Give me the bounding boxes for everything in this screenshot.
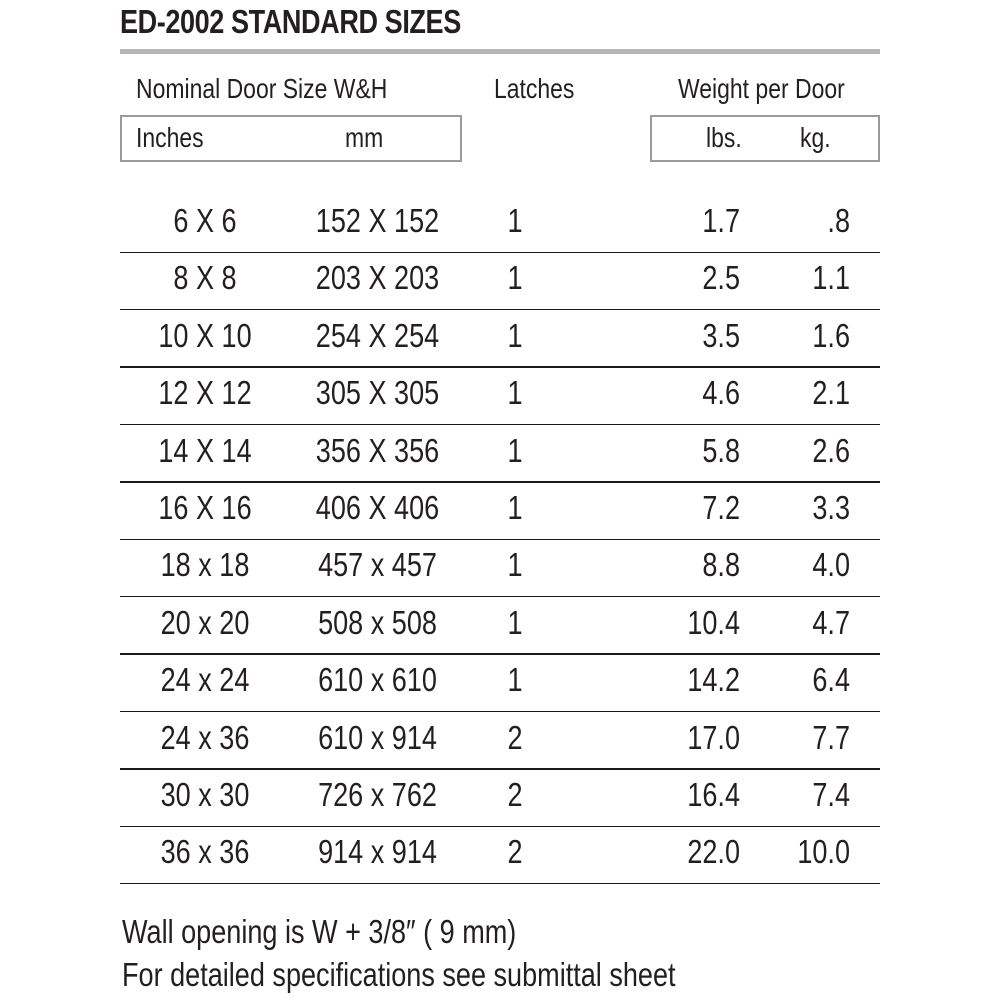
weight-kg: 7.7	[812, 718, 850, 756]
size-inches: 36 x 36	[160, 833, 250, 871]
size-inches: 30 x 30	[160, 776, 250, 813]
weight-lbs: 14.2	[687, 661, 740, 699]
latches-count: 1	[507, 374, 523, 412]
weight-kg: 1.6	[812, 316, 850, 354]
size-inches: 8 X 8	[173, 259, 237, 297]
size-inches: 14 X 14	[158, 431, 252, 469]
latches-count: 1	[507, 316, 523, 354]
row-divider	[120, 883, 880, 885]
latches-count: 1	[507, 202, 523, 239]
weight-kg: 4.7	[812, 603, 850, 641]
weight-kg: 2.6	[812, 431, 850, 469]
latches-count: 2	[507, 833, 523, 871]
weight-kg: 1.1	[812, 259, 850, 297]
header-mm: mm	[345, 122, 384, 153]
size-mm: 508 x 508	[318, 603, 437, 641]
table-row	[120, 826, 880, 884]
latches-count: 2	[507, 776, 523, 813]
latches-count: 1	[507, 431, 523, 469]
wall-opening-note: Wall opening is W + 3/8″ ( 9 mm)	[122, 913, 517, 950]
size-inches: 10 X 10	[158, 316, 252, 354]
table-row	[120, 482, 880, 540]
table-row	[120, 539, 880, 597]
weight-lbs: 8.8	[702, 546, 740, 584]
table-row	[120, 597, 880, 655]
size-mm: 152 X 152	[315, 202, 440, 239]
weight-lbs: 2.5	[702, 259, 740, 297]
header-latches: Latches	[494, 73, 575, 104]
header-inches: Inches	[136, 122, 204, 153]
weight-lbs: 10.4	[687, 603, 740, 641]
weight-kg: .8	[827, 202, 850, 239]
weight-lbs: 17.0	[687, 718, 740, 756]
header-nominal-size: Nominal Door Size W&H	[136, 73, 388, 104]
size-mm: 356 X 356	[315, 431, 440, 469]
latches-count: 1	[507, 489, 523, 526]
header-lbs: lbs.	[706, 122, 742, 153]
table-row	[120, 310, 880, 368]
latches-count: 2	[507, 718, 523, 756]
weight-lbs: 3.5	[702, 316, 740, 354]
size-mm: 914 x 914	[318, 833, 437, 871]
table-row	[120, 367, 880, 425]
table-row	[120, 252, 880, 310]
header-kg: kg.	[800, 122, 831, 153]
size-inches: 12 X 12	[158, 374, 252, 412]
size-inches: 6 X 6	[173, 202, 237, 239]
size-mm: 203 X 203	[315, 259, 440, 297]
weight-kg: 3.3	[812, 489, 850, 526]
latches-count: 1	[507, 661, 523, 699]
weight-kg: 7.4	[812, 776, 850, 813]
size-mm: 610 x 610	[318, 661, 437, 699]
table-row	[120, 654, 880, 712]
latches-count: 1	[507, 259, 523, 297]
weight-lbs: 5.8	[702, 431, 740, 469]
weight-lbs: 7.2	[702, 489, 740, 526]
weight-lbs: 22.0	[687, 833, 740, 871]
size-mm: 726 x 762	[318, 776, 437, 813]
weight-kg: 4.0	[812, 546, 850, 584]
size-inches: 16 X 16	[158, 489, 252, 526]
latches-count: 1	[507, 603, 523, 641]
size-inches: 18 x 18	[160, 546, 250, 584]
table-row	[120, 425, 880, 483]
weight-lbs: 1.7	[702, 202, 740, 239]
weight-lbs: 16.4	[687, 776, 740, 813]
title-divider	[120, 49, 880, 54]
table-row	[120, 195, 880, 253]
weight-kg: 2.1	[812, 374, 850, 412]
size-inches: 24 x 24	[160, 661, 250, 699]
size-mm: 457 x 457	[318, 546, 437, 584]
size-mm: 610 x 914	[318, 718, 437, 756]
size-inches: 20 x 20	[160, 603, 250, 641]
weight-kg: 10.0	[797, 833, 850, 871]
units-weight-box	[650, 115, 880, 162]
submittal-note: For detailed specifications see submittal sheet	[122, 956, 676, 993]
header-weight-per-door: Weight per Door	[678, 73, 845, 104]
latches-count: 1	[507, 546, 523, 584]
weight-lbs: 4.6	[702, 374, 740, 412]
page-title: ED-2002 STANDARD SIZES	[120, 3, 461, 40]
size-mm: 254 X 254	[315, 316, 440, 354]
size-inches: 24 x 36	[160, 718, 250, 756]
size-mm: 406 X 406	[315, 489, 440, 526]
table-row	[120, 712, 880, 770]
weight-kg: 6.4	[812, 661, 850, 699]
size-mm: 305 X 305	[315, 374, 440, 412]
table-row	[120, 769, 880, 827]
